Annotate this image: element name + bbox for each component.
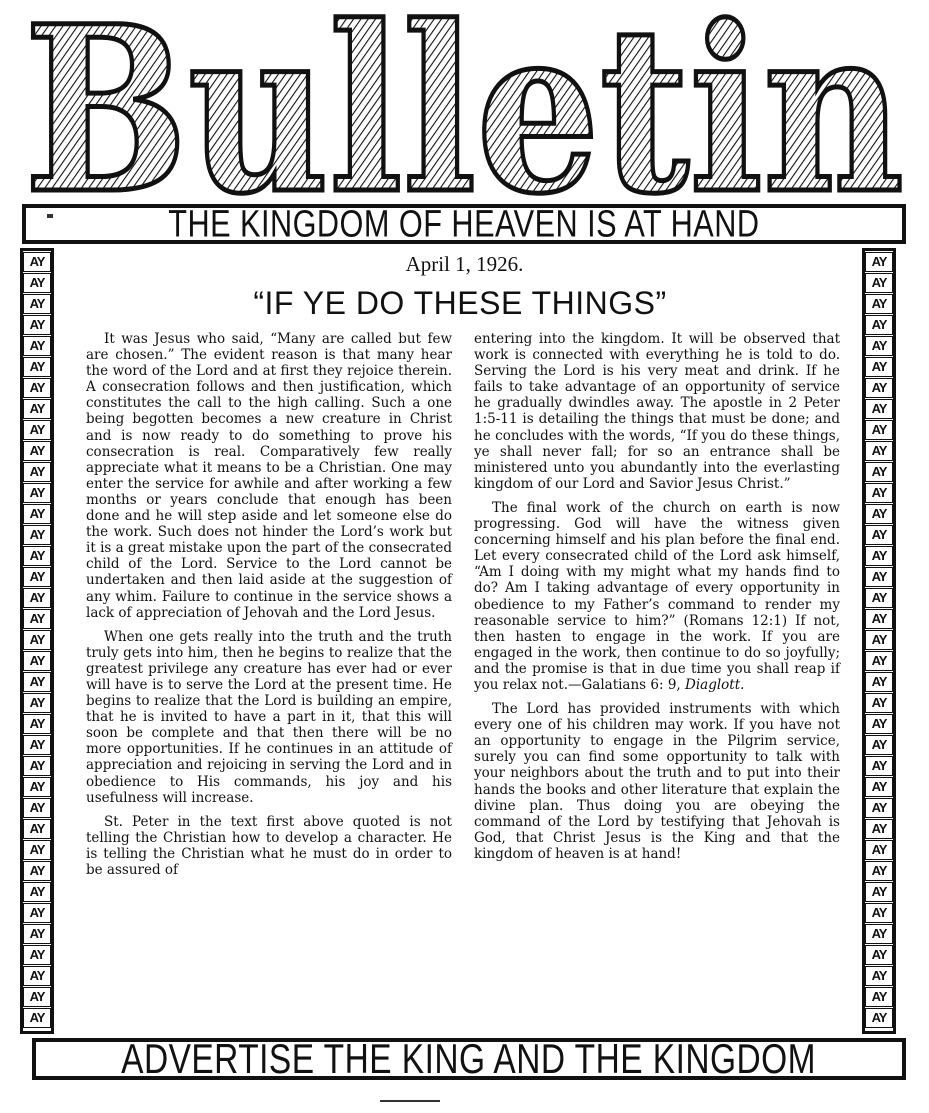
border-ornament: AY — [23, 567, 51, 587]
left-ornamental-border — [20, 248, 54, 1034]
border-ornament: AY — [23, 861, 51, 881]
border-ornament: AY — [865, 483, 893, 503]
border-ornament: AY — [865, 462, 893, 482]
border-ornament: AY — [23, 651, 51, 671]
border-ornament: AY — [23, 840, 51, 860]
border-ornament: AY — [23, 525, 51, 545]
border-ornament: AY — [23, 693, 51, 713]
article-paragraph: It was Jesus who said, “Many are called but few are chosen.” The evident reason is that many hear the word of the Lord and at first they rejoice therein. A consecration follows and then justification, which constitutes the call to the high calling. Such a one being begotten becomes a new creature in Christ and is now ready to do something to prove his consecration is real. Comparatively few really appreciate what it means to be a Christian. One may enter the service for awhile and after working a few months or years conclude that enough has been done and he will step aside and let someone else do the work. Such does not hinder the Lord’s work but it is a great mistake upon the part of the consecrated child of the Lord. Service to the Lord cannot be undertaken and then laid aside at the suggestion of any whim. Failure to continue in the service shows a lack of appreciation of Jehovah and the Lord Jesus. — [86, 331, 452, 621]
border-ornament: AY — [23, 966, 51, 986]
border-ornament: AY — [865, 693, 893, 713]
border-ornament: AY — [865, 336, 893, 356]
border-ornament: AY — [23, 315, 51, 335]
border-ornament: AY — [23, 336, 51, 356]
masthead-title-text: Bulletin — [24, 0, 904, 200]
border-ornament: AY — [865, 987, 893, 1007]
border-ornament: AY — [23, 714, 51, 734]
border-ornament: AY — [23, 756, 51, 776]
border-ornament: AY — [865, 630, 893, 650]
border-ornament: AY — [23, 420, 51, 440]
footer-banner — [32, 1038, 906, 1080]
border-ornament: AY — [865, 861, 893, 881]
masthead-title — [0, 0, 929, 200]
border-ornament: AY — [865, 441, 893, 461]
print-speck — [380, 1100, 440, 1102]
border-ornament: AY — [23, 294, 51, 314]
article-paragraph: St. Peter in the text first above quoted is not telling the Christian how to develop a character. He is telling the Christian what he must do in order to be assured of — [86, 813, 452, 878]
border-ornament: AY — [865, 735, 893, 755]
border-ornament: AY — [23, 588, 51, 608]
article-paragraph: entering into the kingdom. It will be observed that work is connected with everything he is told to do. Serving the Lord is his very meat and drink. If he fails to take advantage of an opportunity of service he gradually dwindles away. The apostle in 2 Peter 1:5-11 is detailing the things that must be done; and he concludes with the words, “If you do these things, ye shall never fall; for so an entrance shall be ministered unto you abundantly into the everlasting kingdom of our Lord and Savior Jesus Christ.” — [474, 331, 840, 492]
border-ornament: AY — [865, 609, 893, 629]
article-paragraph: The Lord has provided instruments with which every one of his children may work. If you have not an opportunity to engage in the Pilgrim service, surely you can find some opportunity to talk with your neighbors about the truth and to put into their hands the books and other literature that explain the divine plan. Thus doing you are obeying the command of the Lord by testifying that Jehovah is God, that Christ Jesus is the King and that the kingdom of heaven is at hand! — [474, 701, 840, 862]
border-ornament: AY — [865, 294, 893, 314]
border-ornament: AY — [23, 924, 51, 944]
border-ornament: AY — [865, 714, 893, 734]
article-column-right — [474, 331, 840, 862]
border-ornament: AY — [865, 819, 893, 839]
border-ornament: AY — [865, 966, 893, 986]
border-ornament: AY — [865, 273, 893, 293]
border-ornament: AY — [865, 798, 893, 818]
print-speck — [47, 214, 53, 218]
border-ornament: AY — [865, 924, 893, 944]
border-ornament: AY — [23, 819, 51, 839]
footer-slogan: ADVERTISE THE KING AND THE KINGDOM — [121, 1038, 817, 1080]
border-ornament: AY — [23, 546, 51, 566]
border-ornament: AY — [865, 525, 893, 545]
article-headline: “IF YE DO THESE THINGS” — [253, 285, 667, 321]
border-ornament: AY — [865, 357, 893, 377]
border-ornament: AY — [865, 651, 893, 671]
border-ornament: AY — [23, 273, 51, 293]
border-ornament: AY — [865, 840, 893, 860]
border-ornament: AY — [865, 315, 893, 335]
border-ornament: AY — [865, 399, 893, 419]
border-ornament: AY — [865, 504, 893, 524]
right-ornamental-border — [862, 248, 896, 1034]
border-ornament: AY — [865, 546, 893, 566]
border-ornament: AY — [865, 672, 893, 692]
border-ornament: AY — [23, 777, 51, 797]
border-ornament: AY — [23, 987, 51, 1007]
border-ornament: AY — [23, 735, 51, 755]
border-ornament: AY — [23, 609, 51, 629]
border-ornament: AY — [865, 420, 893, 440]
border-ornament: AY — [23, 399, 51, 419]
border-ornament: AY — [865, 756, 893, 776]
citation-italic: Diaglott. — [685, 676, 745, 693]
border-ornament: AY — [23, 672, 51, 692]
border-ornament: AY — [865, 777, 893, 797]
border-ornament: AY — [865, 945, 893, 965]
border-ornament: AY — [865, 588, 893, 608]
border-ornament: AY — [23, 882, 51, 902]
border-ornament: AY — [865, 378, 893, 398]
issue-date: April 1, 1926. — [405, 252, 524, 276]
border-ornament: AY — [865, 252, 893, 272]
border-ornament: AY — [23, 798, 51, 818]
border-ornament: AY — [23, 462, 51, 482]
motto-text: THE KINGDOM OF HEAVEN IS AT HAND — [168, 204, 760, 244]
border-ornament: AY — [23, 945, 51, 965]
border-ornament: AY — [23, 1008, 51, 1028]
border-ornament: AY — [23, 483, 51, 503]
border-ornament: AY — [23, 630, 51, 650]
border-ornament: AY — [23, 252, 51, 272]
article-text: The final work of the church on earth is now progressing. God will have the witness given concerning himself and his plan before the final end. Let every consecrated child of the Lord ask himself, “Am I doing with my might what my hands find to do? Am I taking advantage of every opportunity in obedience to my Father’s command to render my reasonable service to him?” (Romans 12:1) If not, then hasten to engage in the work. If you are engaged in the work, then continue to do so joyfully; and the promise is that in due time you shall reap if you relax not.—Galatians 6: 9, — [474, 499, 840, 693]
article-paragraph — [474, 500, 840, 693]
border-ornament: AY — [23, 504, 51, 524]
motto-banner — [22, 204, 906, 244]
border-ornament: AY — [23, 441, 51, 461]
border-ornament: AY — [865, 567, 893, 587]
border-ornament: AY — [23, 903, 51, 923]
article-paragraph: When one gets really into the truth and the truth truly gets into him, then he begins to realize that the greatest privilege any creature has ever had or ever will have is to serve the Lord at the present time. He begins to realize that the Lord is building an empire, that he is invited to have a part in it, that this will soon be complete and that then there will be no more opportunities. If he continues in an attitude of appreciation and rejoicing in serving the Lord and in obedience to His commands, his joy and his usefulness will increase. — [86, 628, 452, 806]
border-ornament: AY — [23, 357, 51, 377]
border-ornament: AY — [23, 378, 51, 398]
border-ornament: AY — [865, 1008, 893, 1028]
border-ornament: AY — [865, 903, 893, 923]
masthead — [0, 0, 929, 200]
border-ornament: AY — [865, 882, 893, 902]
article-column-left — [86, 331, 452, 878]
